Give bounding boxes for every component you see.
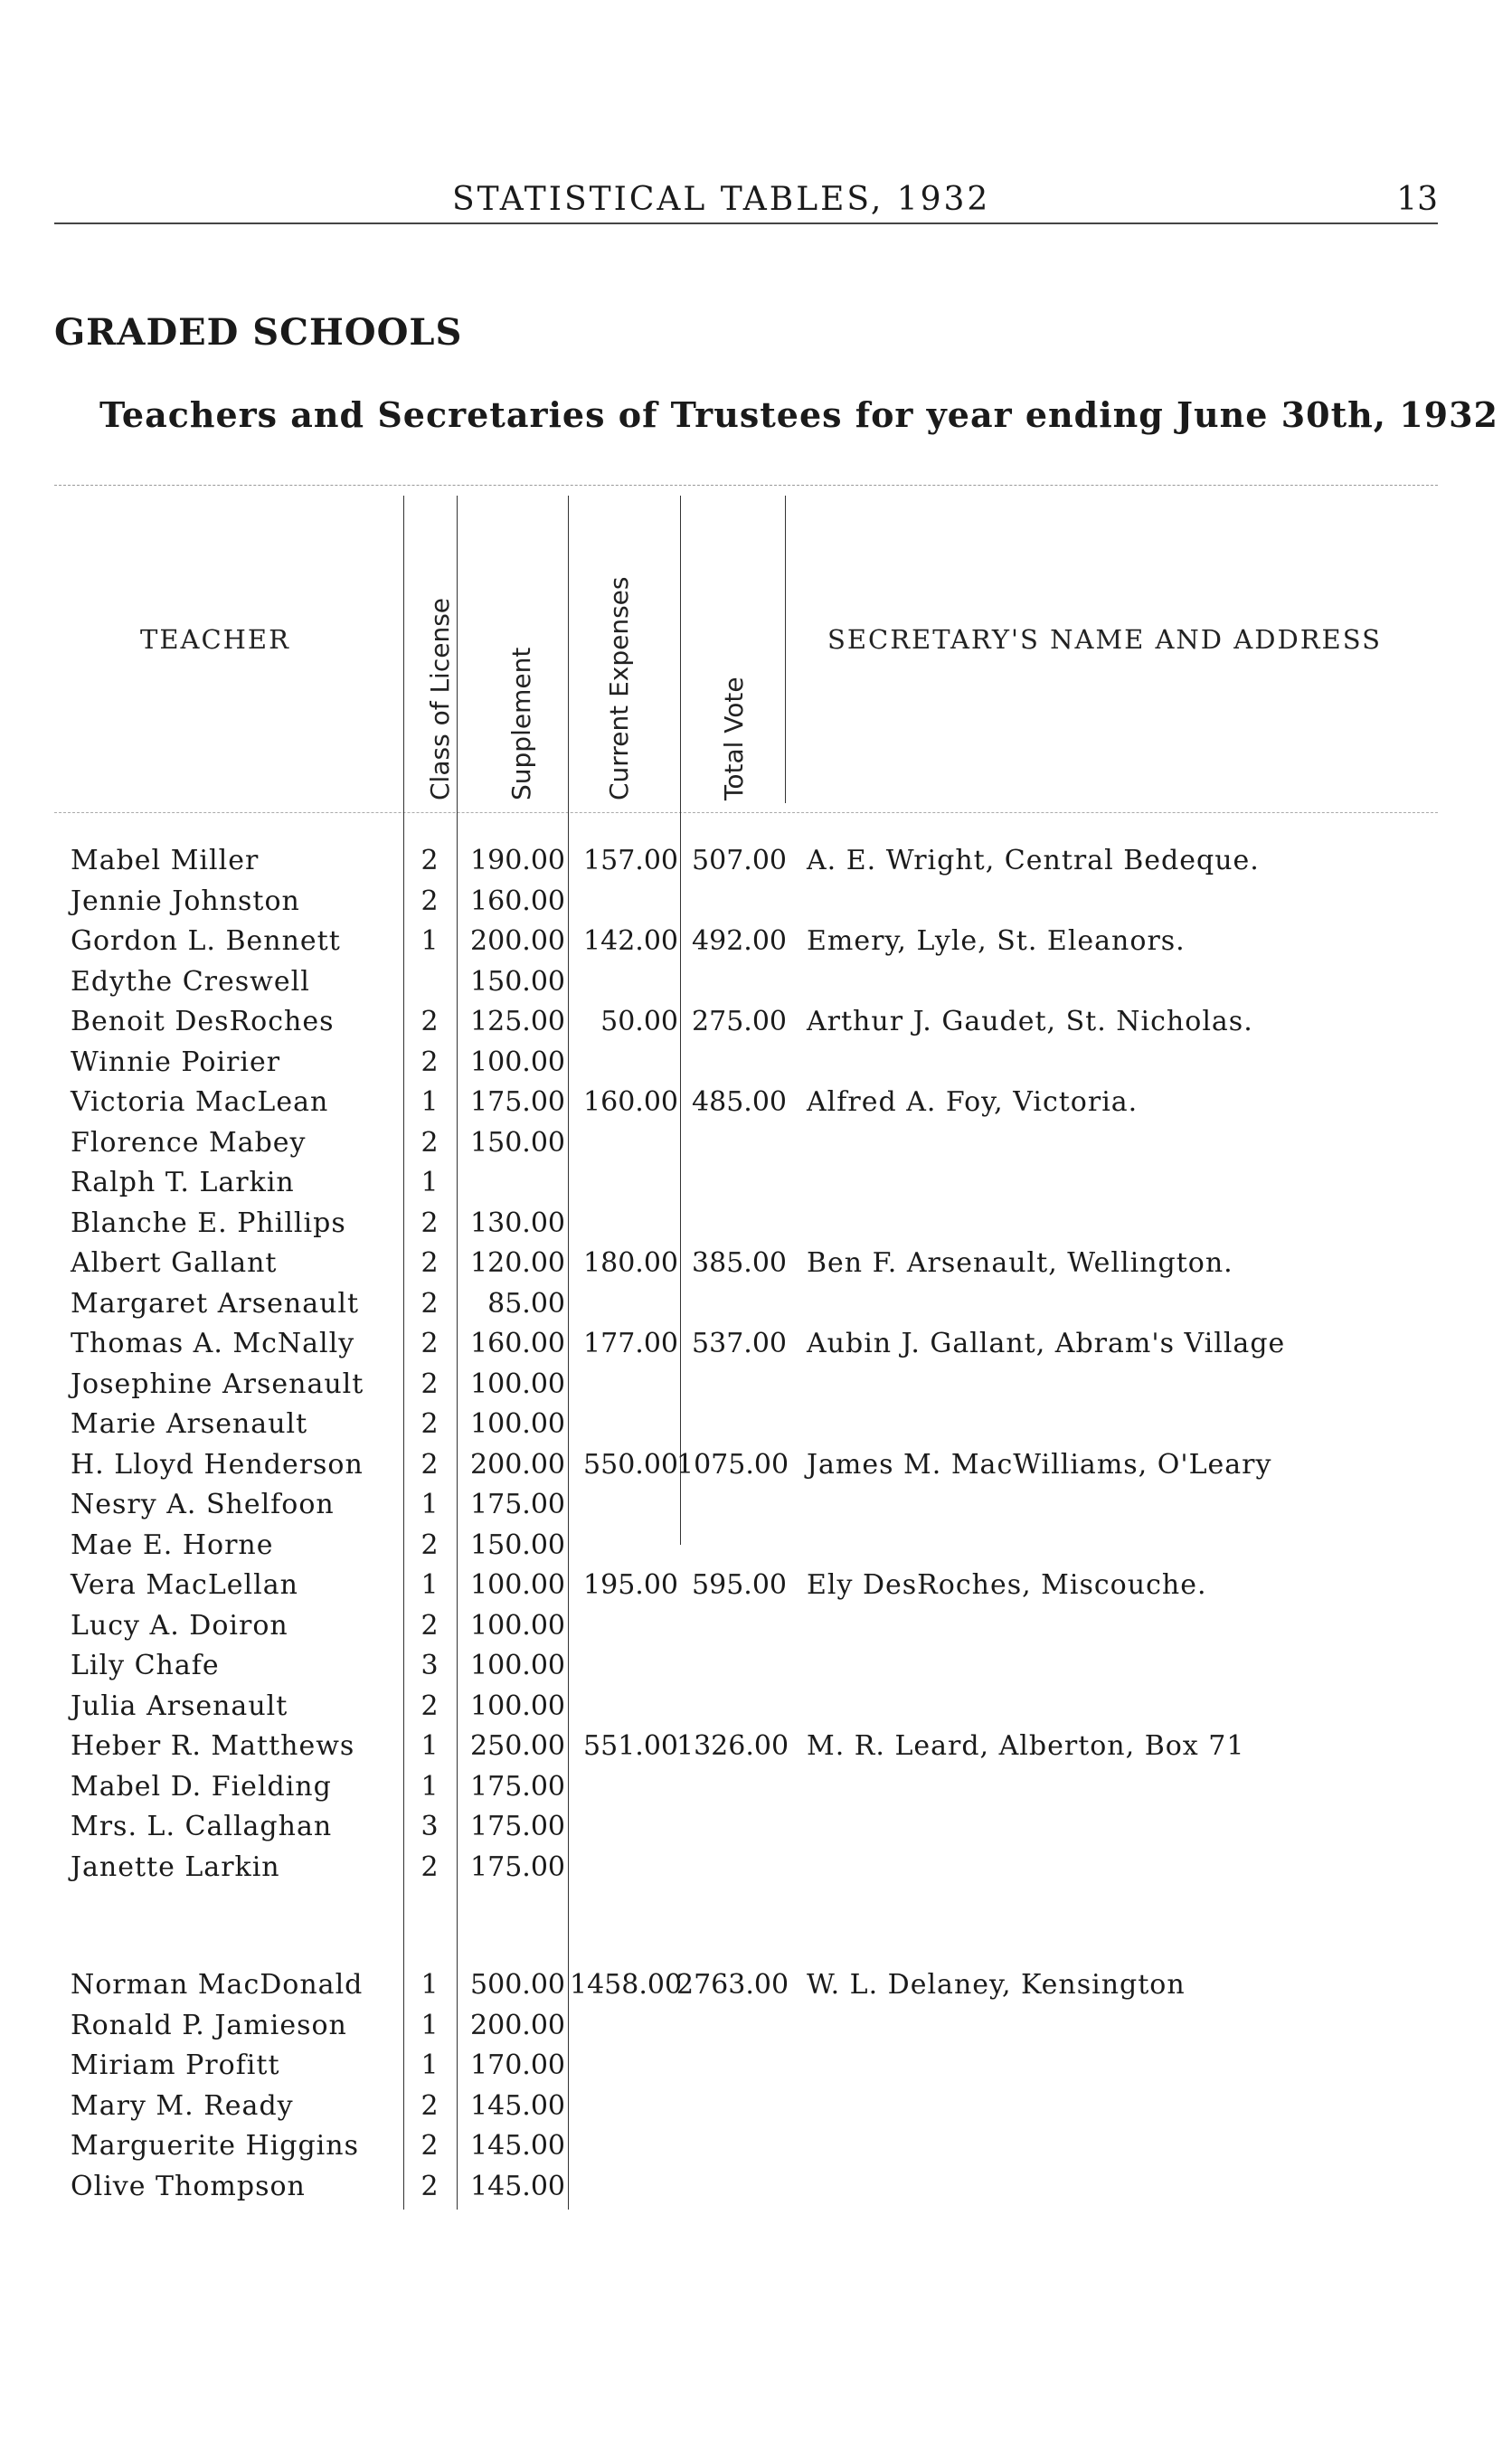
secretary-name-address: W. L. Delaney, Kensington (807, 1969, 1186, 2001)
class-of-license: 2 (421, 885, 439, 917)
running-title: STATISTICAL TABLES, 1932 (452, 181, 991, 218)
total-vote-amount: 1326.00 (676, 1730, 789, 1762)
current-expenses-amount: 180.00 (583, 1247, 678, 1279)
table-row (0, 1165, 1512, 1206)
teacher-name: Julia Arsenault (71, 1690, 288, 1722)
table-row (0, 1689, 1512, 1729)
table-row (0, 1769, 1512, 1810)
page-number: 13 (1396, 181, 1438, 218)
class-of-license: 2 (421, 1126, 439, 1159)
column-divider (785, 496, 786, 803)
supplement-amount: 150.00 (470, 1529, 565, 1561)
column-header-total-vote: Total Vote (719, 677, 749, 800)
supplement-amount: 160.00 (470, 1328, 565, 1359)
class-of-license: 1 (421, 2009, 439, 2041)
teacher-name: Lucy A. Doiron (71, 1609, 288, 1642)
total-vote-amount: 275.00 (692, 1006, 787, 1037)
current-expenses-amount: 142.00 (583, 925, 678, 957)
current-expenses-amount: 551.00 (583, 1730, 678, 1762)
column-header-class-of-license: Class of License (425, 597, 455, 800)
table-row (0, 1608, 1512, 1649)
teacher-name: H. Lloyd Henderson (71, 1448, 364, 1481)
class-of-license: 1 (421, 1086, 439, 1118)
supplement-amount: 145.00 (470, 2089, 565, 2122)
table-row (0, 1967, 1512, 2008)
supplement-amount: 100.00 (470, 1046, 565, 1078)
supplement-amount: 130.00 (470, 1207, 565, 1239)
table-row (0, 1084, 1512, 1125)
supplement-amount: 175.00 (470, 1489, 565, 1520)
supplement-amount: 170.00 (470, 2049, 565, 2081)
teacher-name: Winnie Poirier (71, 1046, 281, 1078)
supplement-amount: 250.00 (470, 1730, 565, 1762)
supplement-amount: 175.00 (470, 1811, 565, 1842)
class-of-license: 2 (421, 1448, 439, 1481)
teacher-name: Florence Mabey (71, 1126, 307, 1159)
secretary-name-address: James M. MacWilliams, O'Leary (807, 1448, 1272, 1481)
class-of-license: 2 (421, 1247, 439, 1279)
class-of-license: 3 (421, 1650, 439, 1681)
total-vote-amount: 507.00 (692, 845, 787, 876)
teacher-name: Mae E. Horne (71, 1529, 274, 1561)
table-row (0, 964, 1512, 1005)
table-row (0, 2048, 1512, 2088)
class-of-license: 2 (421, 1006, 439, 1037)
table-row (0, 1809, 1512, 1850)
table-row (0, 923, 1512, 964)
class-of-license: 1 (421, 1770, 439, 1803)
current-expenses-amount: 50.00 (600, 1006, 678, 1037)
class-of-license: 2 (421, 2089, 439, 2122)
teacher-name: Albert Gallant (71, 1247, 278, 1279)
table-row (0, 1528, 1512, 1568)
table-row (0, 2008, 1512, 2049)
column-header-teacher: TEACHER (140, 624, 290, 655)
supplement-amount: 100.00 (470, 1408, 565, 1440)
teacher-name: Marguerite Higgins (71, 2130, 359, 2162)
header-top-rule (54, 485, 1438, 486)
table-row (0, 1125, 1512, 1166)
teacher-name: Lily Chafe (71, 1650, 220, 1681)
class-of-license: 2 (421, 1368, 439, 1400)
current-expenses-amount: 160.00 (583, 1086, 678, 1118)
teacher-name: Ralph T. Larkin (71, 1167, 295, 1198)
class-of-license: 1 (421, 1167, 439, 1198)
supplement-amount: 150.00 (470, 1126, 565, 1159)
secretary-name-address: Ben F. Arsenault, Wellington. (807, 1247, 1233, 1279)
total-vote-amount: 485.00 (692, 1086, 787, 1118)
teacher-name: Mabel D. Fielding (71, 1770, 332, 1803)
class-of-license: 2 (421, 2130, 439, 2162)
supplement-amount: 145.00 (470, 2130, 565, 2162)
class-of-license: 2 (421, 1609, 439, 1642)
total-vote-amount: 595.00 (692, 1569, 787, 1601)
supplement-amount: 100.00 (470, 1569, 565, 1601)
teacher-name: Edythe Creswell (71, 965, 310, 998)
table-row (0, 1286, 1512, 1327)
total-vote-amount: 537.00 (692, 1328, 787, 1359)
table-row (0, 1406, 1512, 1447)
secretary-name-address: A. E. Wright, Central Bedeque. (807, 845, 1260, 876)
teacher-name: Gordon L. Bennett (71, 925, 341, 957)
teacher-name: Nesry A. Shelfoon (71, 1489, 335, 1520)
current-expenses-amount: 550.00 (583, 1448, 678, 1481)
supplement-amount: 500.00 (470, 1969, 565, 2001)
supplement-amount: 100.00 (470, 1609, 565, 1642)
teacher-table (0, 843, 1512, 2209)
total-vote-amount: 492.00 (692, 925, 787, 957)
teacher-name: Olive Thompson (71, 2170, 306, 2202)
teacher-name: Margaret Arsenault (71, 1287, 360, 1320)
teacher-name: Jennie Johnston (71, 885, 300, 917)
teacher-name: Mrs. L. Callaghan (71, 1811, 333, 1842)
table-row (0, 843, 1512, 884)
class-of-license: 1 (421, 1969, 439, 2001)
class-of-license: 1 (421, 2049, 439, 2081)
table-row (0, 1045, 1512, 1085)
secretary-name-address: Ely DesRoches, Miscouche. (807, 1569, 1207, 1601)
teacher-name: Josephine Arsenault (71, 1368, 364, 1400)
table-row (0, 1728, 1512, 1769)
teacher-name: Benoit DesRoches (71, 1006, 335, 1037)
table-row (0, 1850, 1512, 1890)
supplement-amount: 200.00 (470, 1448, 565, 1481)
supplement-amount: 100.00 (470, 1368, 565, 1400)
table-row (0, 1487, 1512, 1528)
class-of-license: 2 (421, 2170, 439, 2202)
teacher-name: Mabel Miller (71, 845, 260, 876)
current-expenses-amount: 157.00 (583, 845, 678, 876)
secretary-name-address: Aubin J. Gallant, Abram's Village (807, 1328, 1286, 1359)
header-bottom-rule (54, 812, 1438, 813)
total-vote-amount: 385.00 (692, 1247, 787, 1279)
supplement-amount: 175.00 (470, 1086, 565, 1118)
class-of-license: 2 (421, 1408, 439, 1440)
class-of-license: 2 (421, 845, 439, 876)
teacher-name: Norman MacDonald (71, 1969, 364, 2001)
teacher-name: Thomas A. McNally (71, 1328, 355, 1359)
teacher-name: Marie Arsenault (71, 1408, 308, 1440)
teacher-name: Heber R. Matthews (71, 1730, 355, 1762)
section-title: GRADED SCHOOLS (54, 311, 463, 354)
supplement-amount: 150.00 (470, 965, 565, 998)
class-of-license: 2 (421, 1328, 439, 1359)
teacher-name: Victoria MacLean (71, 1086, 329, 1118)
secretary-name-address: Alfred A. Foy, Victoria. (807, 1086, 1139, 1118)
class-of-license: 3 (421, 1811, 439, 1842)
class-of-license: 2 (421, 1850, 439, 1883)
supplement-amount: 120.00 (470, 1247, 565, 1279)
class-of-license: 2 (421, 1287, 439, 1320)
teacher-name: Ronald P. Jamieson (71, 2009, 347, 2041)
column-header-current-expenses: Current Expenses (604, 576, 634, 800)
secretary-name-address: Arthur J. Gaudet, St. Nicholas. (807, 1006, 1253, 1037)
table-row (0, 1567, 1512, 1608)
total-vote-amount: 1075.00 (676, 1448, 789, 1481)
supplement-amount: 100.00 (470, 1650, 565, 1681)
table-row (0, 2128, 1512, 2169)
table-row (0, 1447, 1512, 1488)
secretary-name-address: M. R. Leard, Alberton, Box 71 (807, 1730, 1245, 1762)
supplement-amount: 175.00 (470, 1850, 565, 1883)
supplement-amount: 175.00 (470, 1770, 565, 1803)
class-of-license: 2 (421, 1207, 439, 1239)
column-header-supplement: Supplement (506, 647, 536, 800)
current-expenses-amount: 177.00 (583, 1328, 678, 1359)
supplement-amount: 190.00 (470, 845, 565, 876)
supplement-amount: 85.00 (487, 1287, 565, 1320)
class-of-license: 1 (421, 1730, 439, 1762)
class-of-license: 2 (421, 1529, 439, 1561)
running-head (54, 177, 1438, 224)
supplement-amount: 100.00 (470, 1690, 565, 1722)
teacher-name: Blanche E. Phillips (71, 1207, 346, 1239)
class-of-license: 1 (421, 1569, 439, 1601)
secretary-name-address: Emery, Lyle, St. Eleanors. (807, 925, 1186, 957)
teacher-name: Miriam Profitt (71, 2049, 280, 2081)
table-row (0, 1004, 1512, 1045)
teacher-name: Vera MacLellan (71, 1569, 298, 1601)
supplement-amount: 160.00 (470, 885, 565, 917)
table-row (0, 1245, 1512, 1286)
current-expenses-amount: 1458.00 (570, 1969, 683, 2001)
table-row (0, 2088, 1512, 2129)
current-expenses-amount: 195.00 (583, 1569, 678, 1601)
table-row (0, 1326, 1512, 1367)
class-of-license: 2 (421, 1690, 439, 1722)
column-header-secretary: SECRETARY'S NAME AND ADDRESS (827, 624, 1382, 655)
table-row (0, 1206, 1512, 1246)
class-of-license: 1 (421, 925, 439, 957)
supplement-amount: 145.00 (470, 2170, 565, 2202)
table-row (0, 884, 1512, 924)
supplement-amount: 200.00 (470, 2009, 565, 2041)
class-of-license: 2 (421, 1046, 439, 1078)
table-subtitle: Teachers and Secretaries of Trustees for year ending June 30th, 1932 (99, 394, 1498, 435)
table-row (0, 1648, 1512, 1689)
supplement-amount: 125.00 (470, 1006, 565, 1037)
teacher-name: Janette Larkin (71, 1850, 280, 1883)
supplement-amount: 200.00 (470, 925, 565, 957)
class-of-license: 1 (421, 1489, 439, 1520)
teacher-name: Mary M. Ready (71, 2089, 294, 2122)
table-row (0, 2169, 1512, 2210)
table-row (0, 1367, 1512, 1407)
total-vote-amount: 2763.00 (676, 1969, 789, 2001)
